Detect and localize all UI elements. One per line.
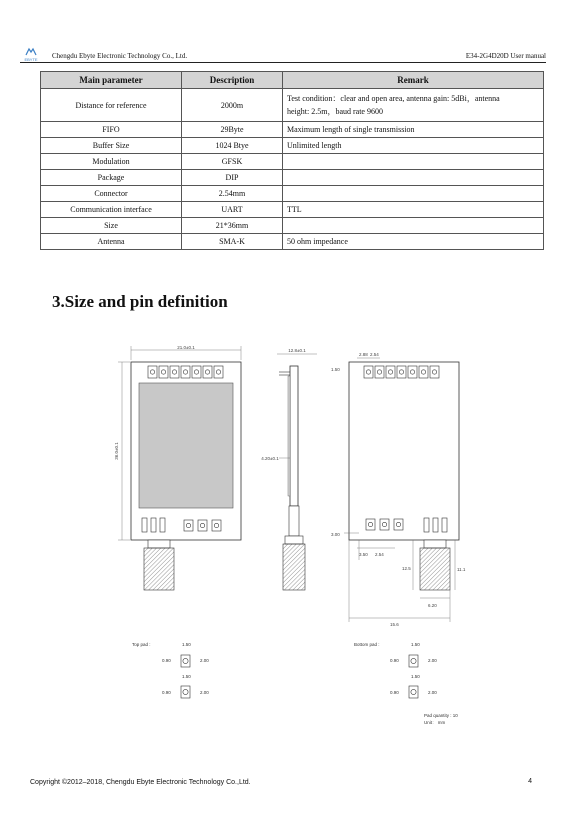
- table-cell: Distance for reference: [41, 89, 182, 122]
- pad-dim-b: 0.90: [162, 690, 171, 695]
- table-cell: 29Byte: [182, 122, 283, 138]
- shield-can: [139, 383, 233, 508]
- pad-dim-b: 0.90: [162, 658, 171, 663]
- dim-pitch-1: 2.88: [359, 352, 368, 357]
- dim-sma-length: 12.5: [402, 566, 411, 571]
- dim-sma-diameter: 6.20: [428, 603, 437, 608]
- footer-copyright: Copyright ©2012–2018, Chengdu Ebyte Electronic Technology Co.,Ltd.: [30, 779, 251, 786]
- table-cell: DIP: [182, 170, 283, 186]
- bottom-pad-detail: [354, 642, 458, 725]
- table-cell: Maximum length of single transmission: [283, 122, 544, 138]
- table-cell: Package: [41, 170, 182, 186]
- sma-connector: [144, 540, 174, 590]
- table-cell: Modulation: [41, 154, 182, 170]
- pad-dim-c: 2.00: [428, 658, 437, 663]
- table-cell: Connector: [41, 186, 182, 202]
- dim-thickness: 12.8±0.1: [288, 348, 306, 353]
- pad-dim-a: 1.50: [411, 642, 420, 647]
- pad-dim-a: 1.50: [411, 674, 420, 679]
- dim-side-height: 4.20±0.1: [261, 456, 279, 461]
- table-cell: TTL: [283, 202, 544, 218]
- dim-pad-x2: 2.54: [375, 552, 384, 557]
- dim-height: 36.0±0.1: [114, 442, 119, 460]
- pad-square: [181, 686, 190, 698]
- logo-text: EBYTE: [24, 57, 38, 62]
- dim-overall: 15.6: [390, 622, 399, 627]
- bottom-view: [331, 352, 466, 627]
- dim-width: 21.0±0.1: [177, 345, 195, 350]
- unit-note: Unit： mm: [424, 720, 446, 725]
- dim-top-offset: 1.50: [331, 367, 340, 372]
- bottom-view-top-pins: [364, 366, 439, 378]
- side-view: [261, 348, 317, 590]
- top-view: [114, 345, 241, 590]
- table-cell: SMA-K: [182, 234, 283, 250]
- header-manual-title: E34-2G4D20D User manual: [465, 52, 546, 60]
- table-cell: 1024 Btye: [182, 138, 283, 154]
- dim-bottom-offset: 3.00: [331, 532, 340, 537]
- pad-square: [409, 655, 418, 667]
- pad-dim-a: 1.50: [182, 642, 191, 647]
- table-cell: FIFO: [41, 122, 182, 138]
- table-cell: UART: [182, 202, 283, 218]
- pad-dim-c: 2.00: [200, 690, 209, 695]
- pad-dim-a: 1.50: [182, 674, 191, 679]
- top-pad-label: Top pad :: [132, 642, 151, 647]
- pad-quantity: Pad quantity : 10: [424, 713, 458, 718]
- pad-square: [409, 686, 418, 698]
- table-cell: Buffer Size: [41, 138, 182, 154]
- dim-pitch-2: 2.54: [370, 352, 379, 357]
- pad-dim-b: 0.90: [390, 690, 399, 695]
- pad-dim-b: 0.90: [390, 658, 399, 663]
- top-pin-row: [148, 366, 223, 378]
- header-company: Chengdu Ebyte Electronic Technology Co., Ltd.: [52, 52, 188, 60]
- table-cell: GFSK: [182, 154, 283, 170]
- remark-line: height: 2.5m，baud rate 9600: [287, 107, 383, 116]
- table-cell: Unlimited length: [283, 138, 544, 154]
- table-cell: 50 ohm impedance: [283, 234, 544, 250]
- table-cell: 2000m: [182, 89, 283, 122]
- dim-sma-total: 11.1: [457, 567, 466, 572]
- dim-pad-x1: 3.50: [359, 552, 368, 557]
- column-header: Remark: [283, 72, 544, 89]
- section-title: 3.Size and pin definition: [52, 292, 228, 311]
- top-pad-detail: [132, 642, 209, 698]
- pad-dim-c: 2.00: [428, 690, 437, 695]
- table-cell: 21*36mm: [182, 218, 283, 234]
- table-cell: Antenna: [41, 234, 182, 250]
- column-header: Description: [182, 72, 283, 89]
- column-header: Main parameter: [41, 72, 182, 89]
- pad-dim-c: 2.00: [200, 658, 209, 663]
- table-cell: Communication interface: [41, 202, 182, 218]
- remark-line: Test condition：clear and open area, antenna gain: 5dBi，antenna: [287, 94, 500, 103]
- bottom-pad-label: Bottom pad :: [354, 642, 380, 647]
- pad-square: [181, 655, 190, 667]
- table-cell: 2.54mm: [182, 186, 283, 202]
- table-cell: Size: [41, 218, 182, 234]
- page-number: 4: [528, 778, 532, 785]
